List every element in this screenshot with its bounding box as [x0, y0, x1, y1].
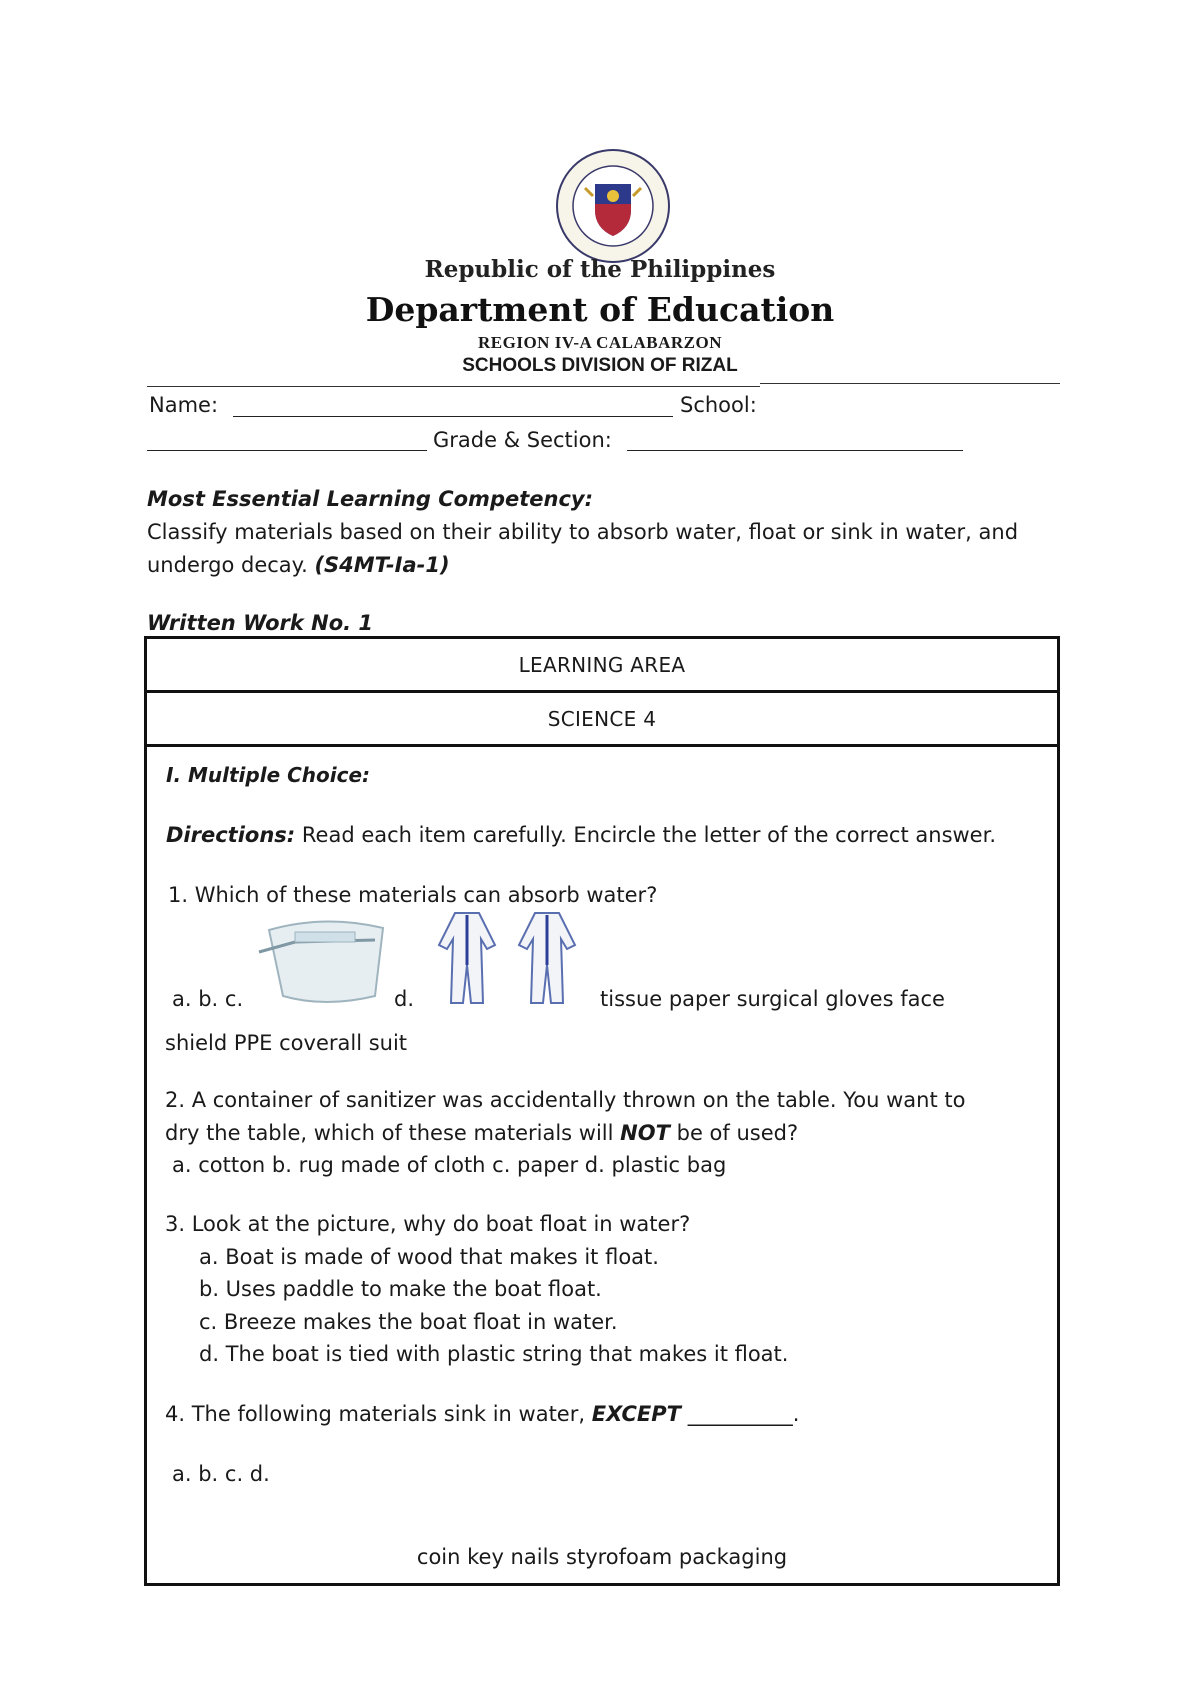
header-rule-right: [760, 383, 1060, 384]
q2-line2: [165, 1121, 798, 1145]
q1-question: 1. Which of these materials can absorb water?: [168, 883, 658, 907]
q3-choice-d: d. The boat is tied with plastic string that makes it float.: [199, 1342, 789, 1366]
melc-text: undergo decay.: [147, 553, 308, 577]
division-heading: SCHOOLS DIVISION OF RIZAL: [462, 355, 738, 376]
q1-items-line1: tissue paper surgical gloves face: [600, 987, 945, 1011]
deped-seal: [555, 148, 671, 264]
melc-text-line2: [147, 553, 450, 577]
name-field[interactable]: [233, 416, 673, 417]
table-divider: [144, 744, 1060, 747]
q2-text: dry the table, which of these materials will: [165, 1121, 614, 1145]
directions-text: Read each item carefully. Encircle the letter of the correct answer.: [301, 823, 996, 847]
school-field[interactable]: [147, 450, 427, 451]
q3-choice-a: a. Boat is made of wood that makes it float.: [199, 1245, 659, 1269]
department-heading: Department of Education: [365, 290, 835, 329]
melc-code: (S4MT-Ia-1): [314, 553, 450, 577]
ppe-coverall-image: [425, 905, 597, 1009]
q1-choice-d: d.: [394, 987, 415, 1011]
q3-choice-b: b. Uses paddle to make the boat float.: [199, 1277, 602, 1301]
q3-choice-c: c. Breeze makes the boat float in water.: [199, 1310, 618, 1334]
header-rule-left: [147, 386, 760, 387]
name-label: Name:: [149, 393, 219, 417]
republic-heading: Republic of the Philippines: [424, 256, 776, 283]
school-label: School:: [680, 393, 757, 417]
q4-blank: __________.: [687, 1402, 800, 1426]
q2-text-end: be of used?: [676, 1121, 799, 1145]
region-heading: REGION IV-A CALABARZON: [478, 333, 722, 352]
section-title: I. Multiple Choice:: [166, 763, 371, 787]
q2-not-emphasis: NOT: [620, 1121, 670, 1145]
q2-choices: a. cotton b. rug made of cloth c. paper d. plastic bag: [172, 1153, 727, 1177]
melc-text-line1: Classify materials based on their ability to absorb water, float or sink in water, and: [147, 520, 1019, 544]
learning-area-label: LEARNING AREA: [518, 653, 686, 677]
table-divider: [144, 690, 1060, 693]
q4-text: 4. The following materials sink in water,: [165, 1402, 586, 1426]
directions-label: Directions:: [166, 823, 296, 847]
melc-heading: Most Essential Learning Competency:: [147, 487, 593, 511]
q4-items: coin key nails styrofoam packaging: [416, 1545, 788, 1569]
q2-line1: 2. A container of sanitizer was accidentally thrown on the table. You want to: [165, 1088, 966, 1112]
q3-question: 3. Look at the picture, why do boat float in water?: [165, 1212, 691, 1236]
face-shield-image: [255, 912, 395, 1008]
q4-except-emphasis: EXCEPT: [591, 1402, 681, 1426]
subject-cell: SCIENCE 4: [547, 707, 657, 731]
q1-choices-abc: a. b. c.: [172, 987, 244, 1011]
q1-items-line2: shield PPE coverall suit: [165, 1031, 408, 1055]
q4-question: [165, 1402, 799, 1426]
grade-section-label: Grade & Section:: [433, 428, 612, 452]
grade-section-field[interactable]: [627, 450, 963, 451]
directions: [166, 823, 996, 847]
written-work-title: Written Work No. 1: [147, 611, 374, 635]
q4-choices: a. b. c. d.: [172, 1462, 270, 1486]
